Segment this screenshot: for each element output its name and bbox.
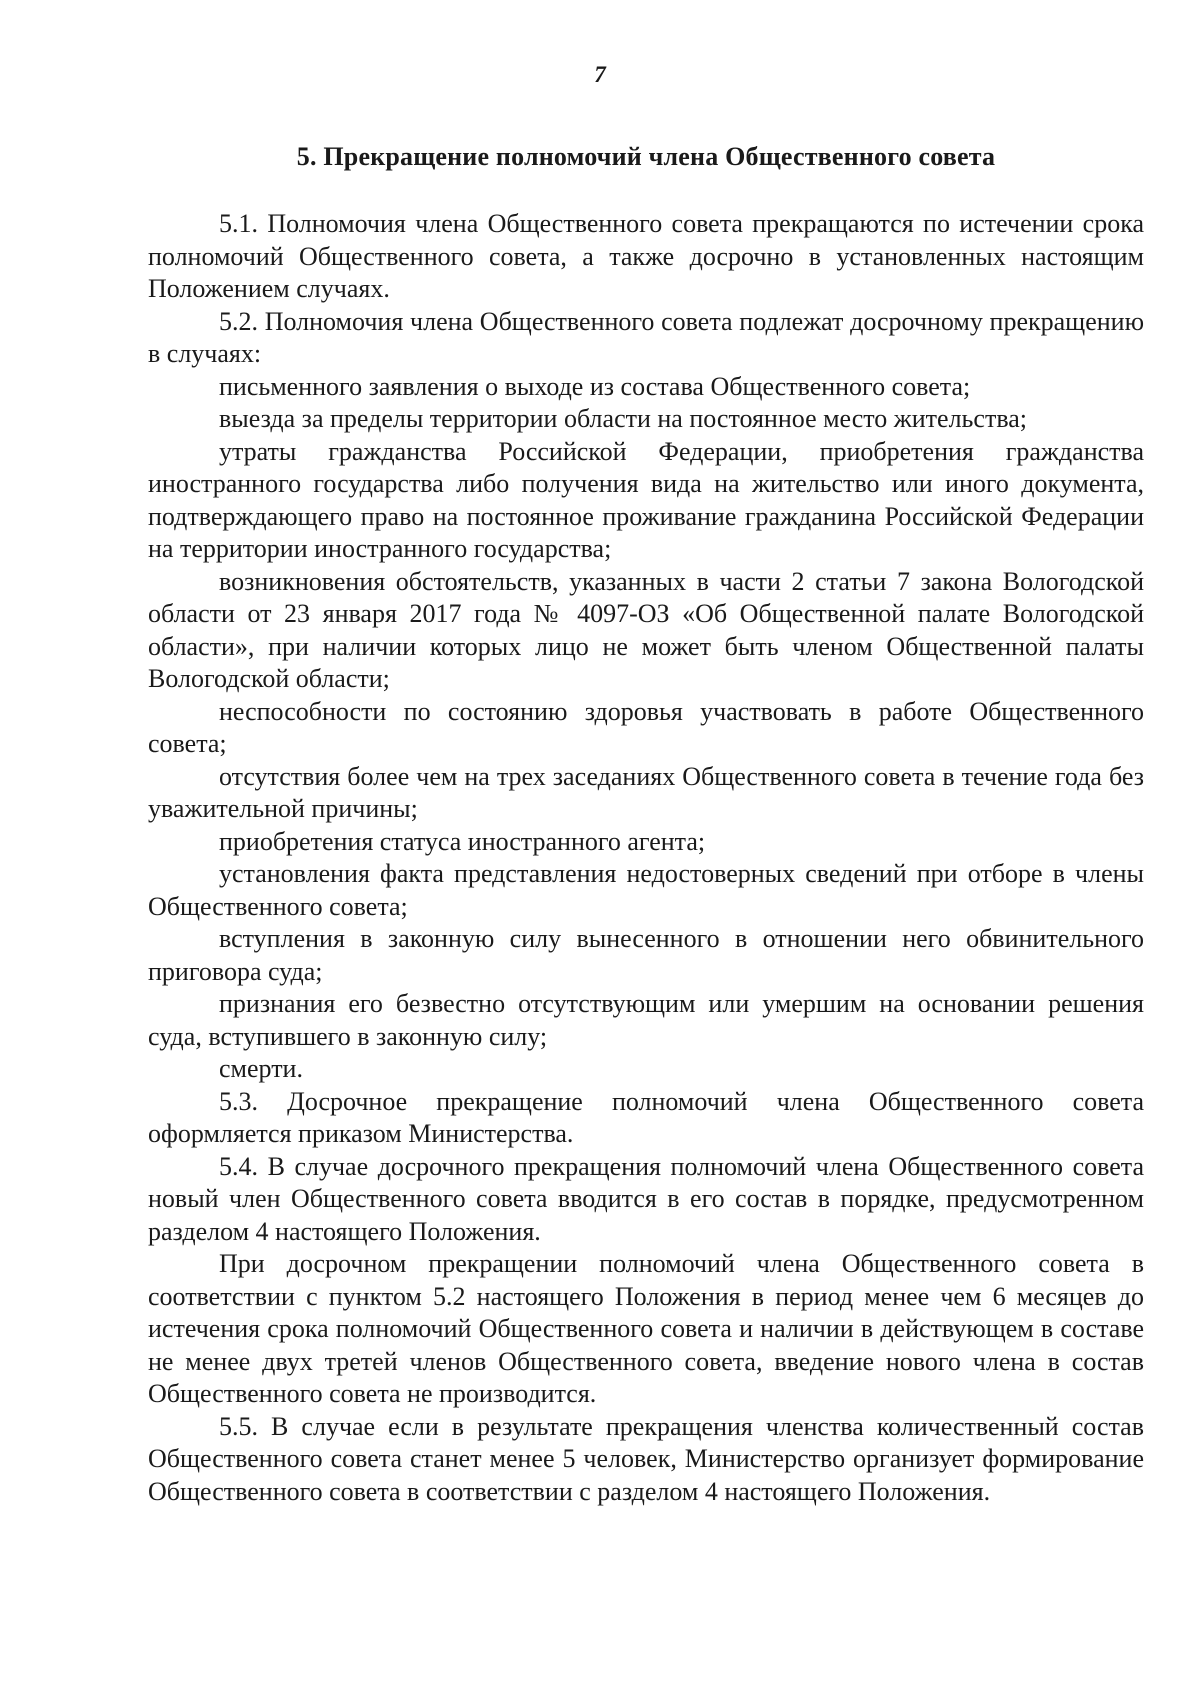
paragraph-5-4: 5.4. В случае досрочного прекращения полномочий члена Общественного совета новый член Общественного совета вводится в его состав в порядке, предусмотренном разделом 4 настоящего Положения. [148,1151,1144,1246]
section-title: 5. Прекращение полномочий члена Общественного совета [296,142,996,171]
list-item: выезда за пределы территории области на постоянное место жительства; [219,404,1028,433]
paragraph-5-5: 5.5. В случае если в результате прекращения членства количественный состав Общественного совета станет менее 5 человек, Министерство организует формирование Общественного совета в соответствии с разделом 4 настоящего Положения. [148,1411,1144,1506]
list-item: признания его безвестно отсутствующим или умершим на основании решения суда, вступившего в законную силу; [148,989,1144,1051]
list-item: смерти. [219,1054,303,1083]
list-item: вступления в законную силу вынесенного в отношении него обвинительного приговора суда; [148,924,1144,986]
document-body [148,208,1144,1508]
paragraph-5-2: 5.2. Полномочия члена Общественного совета подлежат досрочному прекращению в случаях: [148,306,1144,368]
list-item: установления факта представления недостоверных сведений при отборе в члены Общественного совета; [148,859,1144,921]
paragraph-5-4-continuation: При досрочном прекращении полномочий члена Общественного совета в соответствии с пунктом 5.2 настоящего Положения в период менее чем 6 месяцев до истечения срока полномочий Общественного совета и наличии в действующем в составе не менее двух третей членов Общественного совета, введение нового члена в состав Общественного совета не производится. [148,1249,1144,1408]
list-item: приобретения статуса иностранного агента; [219,826,706,856]
paragraph-5-1: 5.1. Полномочия члена Общественного совета прекращаются по истечении срока полномочий Общественного совета, а также досрочно в установленных настоящим Положением случаях. [148,209,1144,303]
list-item: письменного заявления о выходе из состава Общественного совета; [219,371,971,401]
list-item: неспособности по состоянию здоровья участвовать в работе Общественного совета; [148,696,1144,758]
page-number: 7 [594,62,606,87]
list-item: утраты гражданства Российской Федерации, приобретения гражданства иностранного государства либо получения вида на жительство или иного документа, подтверждающего право на постоянное проживание гражданина Российской Федерации на территории иностранного государства; [148,436,1144,563]
paragraph-5-3: 5.3. Досрочное прекращение полномочий члена Общественного совета оформляется приказом Министерства. [148,1086,1144,1148]
list-item: отсутствия более чем на трех заседаниях Общественного совета в течение года без уважительной причины; [148,761,1144,823]
list-item: возникновения обстоятельств, указанных в части 2 статьи 7 закона Вологодской области от 23 января 2017 года № 4097-ОЗ «Об Общественной палате Вологодской области», при наличии которых лицо не может быть членом Общественной палаты Вологодской области; [148,566,1144,693]
